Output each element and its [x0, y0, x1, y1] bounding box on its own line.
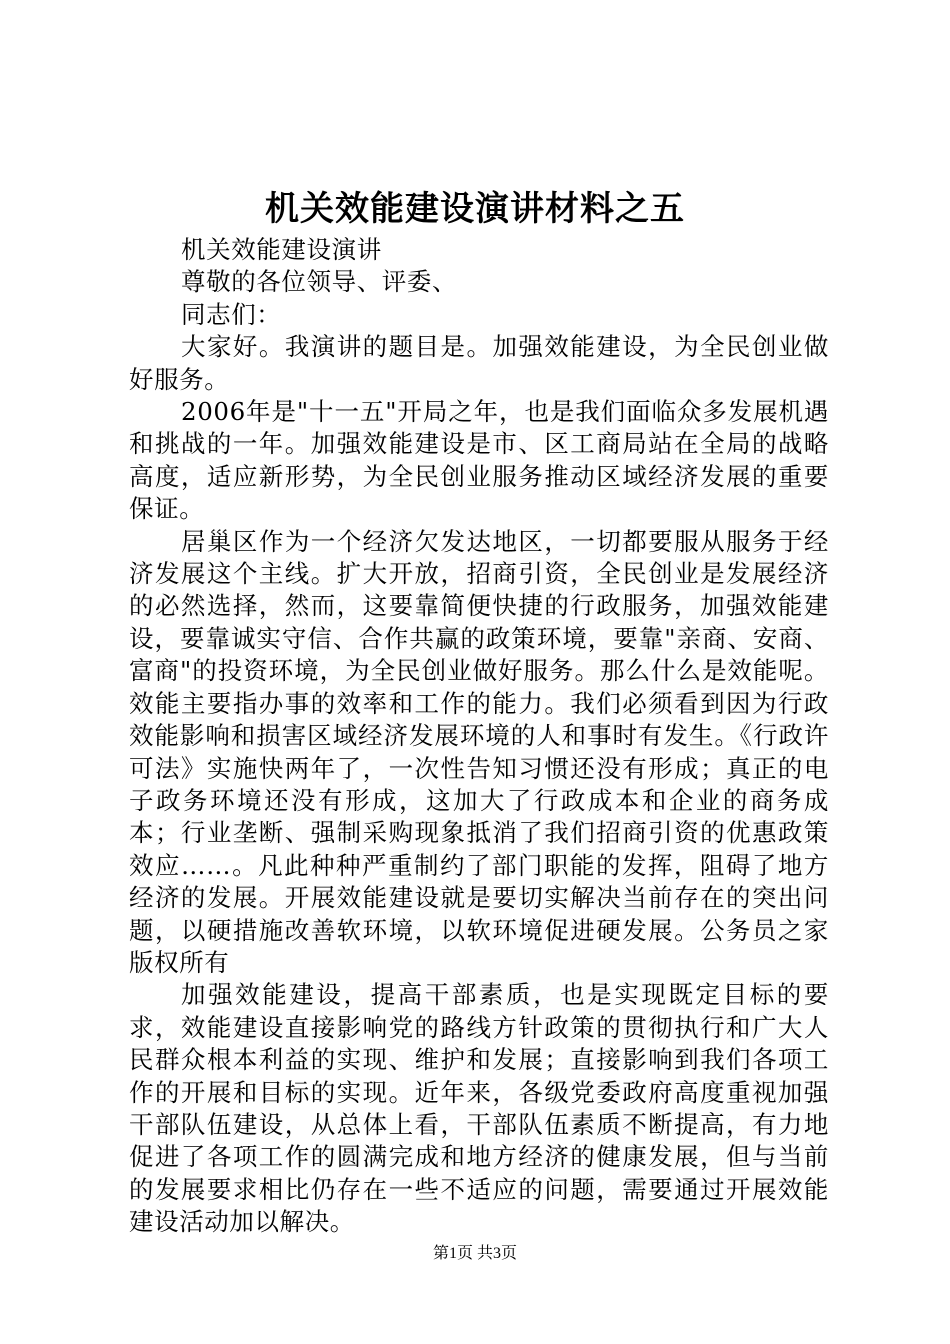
document-body — [129, 234, 829, 1239]
page-number-footer: 第1页 共3页 — [432, 1245, 517, 1262]
paragraph-juchao: 居巢区作为一个经济欠发达地区，一切都要服从服务于经济发展这个主线。扩大开放，招商引资，全民创业是发展经济的必然选择，然而，这要靠简便快捷的行政服务，加强效能建设，要靠诚实守信、合作共赢的政策环境，要靠"亲商、安商、富商"的投资环境，为全民创业做好服务。那么什么是效能呢。效能主要指办事的效率和工作的能力。我们必须看到因为行政效能影响和损害区域经济发展环境的人和事时有发生。《行政许可法》实施快两年了，一次性告知习惯还没有形成；真正的电子政务环境还没有形成，这加大了行政成本和企业的商务成本；行业垄断、强制采购现象抵消了我们招商引资的优惠政策效应……。凡此种种严重制约了部门职能的发挥，阻碍了地方经济的发展。开展效能建设就是要切实解决当前存在的突出问题，以硬措施改善软环境，以软环境促进硬发展。公务员之家版权所有 — [129, 526, 829, 977]
paragraph-cadre-quality: 加强效能建设，提高干部素质，也是实现既定目标的要求，效能建设直接影响党的路线方针政策的贯彻执行和广大人民群众根本利益的实现、维护和发展；直接影响到我们各项工作的开展和目标的实现。近年来，各级党委政府高度重视加强干部队伍建设，从总体上看，干部队伍素质不断提高，有力地促进了各项工作的圆满完成和地方经济的健康发展，但与当前的发展要求相比仍存在一些不适应的问题，需要通过开展效能建设活动加以解决。 — [129, 980, 829, 1237]
paragraph-2006: 2006年是"十一五"开局之年，也是我们面临众多发展机遇和挑战的一年。加强效能建设是市、区工商局站在全局的战略高度，适应新形势，为全民创业服务推动区域经济发展的重要保证。 — [129, 397, 829, 524]
paragraph-salutation: 尊敬的各位领导、评委、 — [181, 267, 458, 297]
document-title: 机关效能建设演讲材料之五 — [265, 189, 685, 229]
paragraph-speech-heading: 机关效能建设演讲 — [181, 235, 382, 264]
paragraph-salutation-comrades: 同志们： — [181, 299, 282, 329]
paragraph-greeting: 大家好。我演讲的题目是。加强效能建设，为全民创业做好服务。 — [129, 332, 829, 394]
